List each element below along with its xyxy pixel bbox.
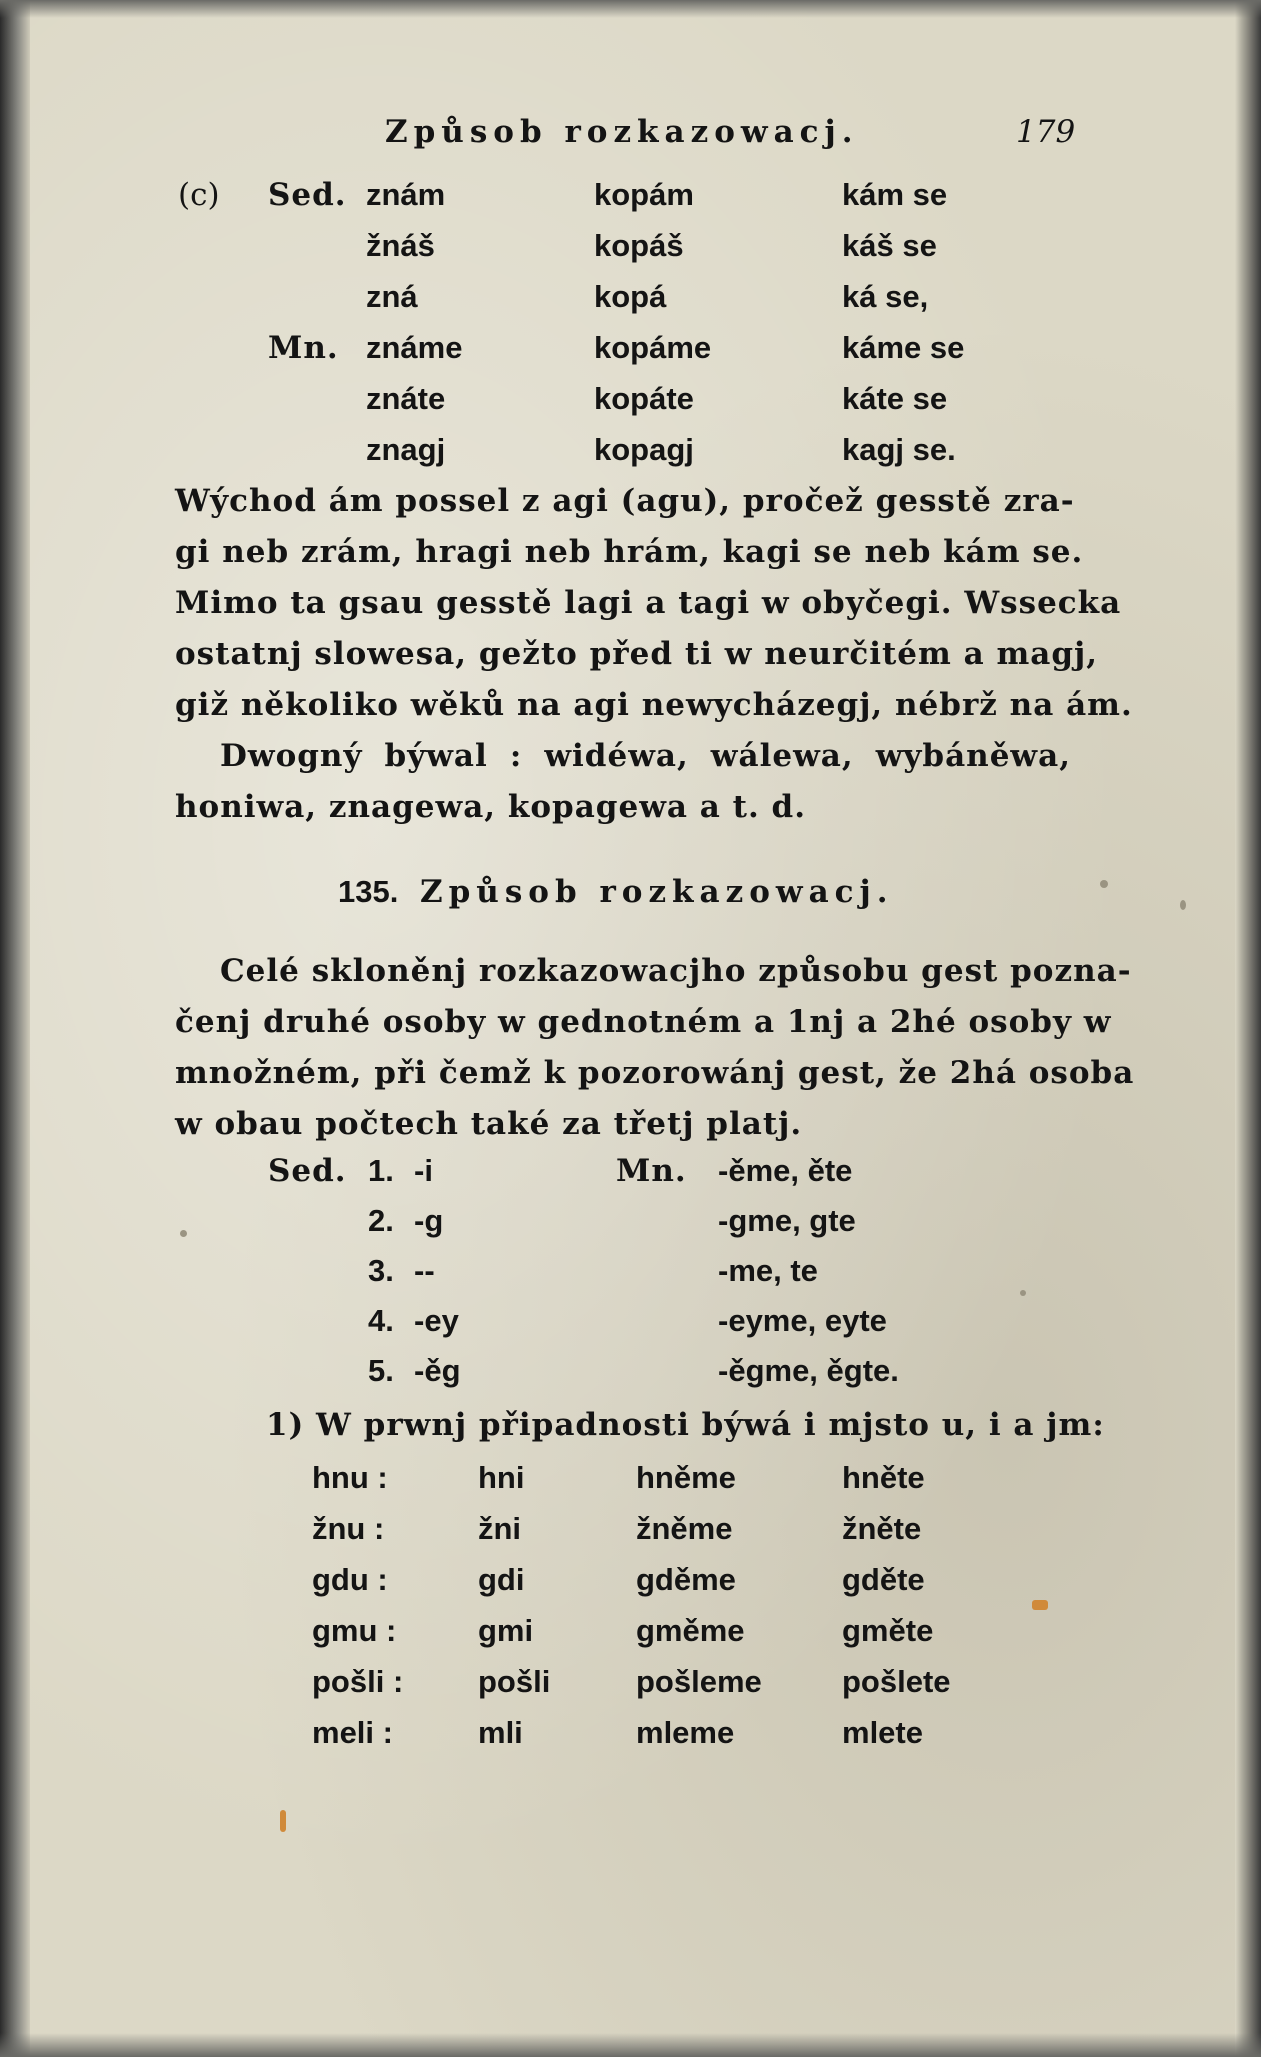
table-cell: káš se <box>842 228 937 263</box>
example-cell: meli : <box>312 1715 393 1750</box>
page-top-edge-shadow <box>0 0 1261 18</box>
running-title: Způsob rozkazowacj. <box>385 114 859 150</box>
paragraph-line: čenj druhé osoby w gednotném a 1nj a 2hé osoby w <box>175 1004 1112 1040</box>
ending-number: 3. <box>368 1253 394 1288</box>
plural-label: Mn. <box>268 330 339 366</box>
table-cell: žnáš <box>366 228 435 263</box>
paragraph-line: množném, při čemž k pozorowánj gest, že 2há osoba <box>175 1055 1135 1091</box>
ending-plural: -me, te <box>718 1253 818 1288</box>
example-cell: mlete <box>842 1715 923 1750</box>
print-speck <box>1020 1290 1026 1296</box>
example-cell: gděte <box>842 1562 925 1597</box>
example-cell: gděme <box>636 1562 736 1597</box>
table-cell: znagj <box>366 432 446 467</box>
ink-stain <box>1032 1600 1048 1610</box>
ending-number: 1. <box>368 1153 394 1188</box>
endings-singular-label: Sed. <box>268 1153 347 1189</box>
table-cell: známe <box>366 330 463 365</box>
paragraph-line: giž několiko wěků na agi newycházegj, nébrž na ám. <box>175 687 1133 723</box>
paragraph-line: Wýchod ám possel z agi (agu), pročež gesstě zra- <box>175 483 1075 519</box>
section-title: Způsob rozkazowacj. <box>420 874 894 910</box>
ending-singular: -i <box>414 1153 433 1188</box>
example-cell: gmu : <box>312 1613 397 1648</box>
paragraph-line: ostatnj slowesa, gežto před ti w neurčitém a magj, <box>175 636 1099 672</box>
table-marker: (c) <box>178 177 220 213</box>
example-cell: žněte <box>842 1511 922 1546</box>
table-cell: ká se, <box>842 279 929 314</box>
example-cell: hni <box>478 1460 525 1495</box>
page-bottom-edge-shadow <box>0 2033 1261 2057</box>
table-cell: zná <box>366 279 418 314</box>
example-cell: mleme <box>636 1715 735 1750</box>
paragraph-line: Dwogný býwal : widéwa, wálewa, wybáněwa, <box>220 738 1071 774</box>
ending-number: 4. <box>368 1303 394 1338</box>
ending-number: 5. <box>368 1353 394 1388</box>
example-cell: gmi <box>478 1613 534 1648</box>
paragraph-line: honiwa, znagewa, kopagewa a t. d. <box>175 789 807 825</box>
example-cell: pošli <box>478 1664 551 1699</box>
example-cell: pošlete <box>842 1664 951 1699</box>
table-cell: znám <box>366 177 446 212</box>
example-cell: žnu : <box>312 1511 385 1546</box>
ending-plural: -ěme, ěte <box>718 1153 853 1188</box>
singular-label: Sed. <box>268 177 347 213</box>
ending-plural: -gme, gte <box>718 1203 856 1238</box>
ending-singular: -ěg <box>414 1353 461 1388</box>
table-cell: kopáte <box>594 381 694 416</box>
example-cell: žni <box>478 1511 522 1546</box>
example-cell: pošli : <box>312 1664 404 1699</box>
note-line: 1) W prwnj připadnosti býwá i mjsto u, i a jm: <box>266 1407 1105 1443</box>
ink-stain <box>280 1810 286 1832</box>
example-cell: hněte <box>842 1460 925 1495</box>
example-cell: gdi <box>478 1562 525 1597</box>
table-cell: kám se <box>842 177 948 212</box>
example-cell: hněme <box>636 1460 736 1495</box>
table-cell: kopám <box>594 177 694 212</box>
section-number: 135. <box>338 874 399 909</box>
print-speck <box>1180 900 1186 910</box>
example-cell: mli <box>478 1715 523 1750</box>
ending-plural: -ěgme, ěgte. <box>718 1353 899 1388</box>
ending-singular: -g <box>414 1203 444 1238</box>
example-cell: hnu : <box>312 1460 388 1495</box>
table-cell: kopáme <box>594 330 712 365</box>
table-cell: káte se <box>842 381 948 416</box>
paragraph-line: Celé skloněnj rozkazowacjho způsobu gest pozna- <box>220 953 1132 989</box>
table-cell: kopá <box>594 279 667 314</box>
endings-plural-label: Mn. <box>616 1153 687 1189</box>
ending-singular: -ey <box>414 1303 459 1338</box>
table-cell: kopagj <box>594 432 694 467</box>
paragraph-line: Mimo ta gsau gesstě lagi a tagi w obyčegi. Wssecka <box>175 585 1122 621</box>
page-right-edge-shadow <box>1235 0 1261 2057</box>
table-cell: znáte <box>366 381 446 416</box>
table-cell: kopáš <box>594 228 684 263</box>
example-cell: žněme <box>636 1511 733 1546</box>
ending-number: 2. <box>368 1203 394 1238</box>
page-left-edge-shadow <box>0 0 30 2057</box>
ending-singular: -- <box>414 1253 435 1288</box>
example-cell: pošleme <box>636 1664 762 1699</box>
example-cell: gměme <box>636 1613 745 1648</box>
example-cell: gměte <box>842 1613 934 1648</box>
example-cell: gdu : <box>312 1562 388 1597</box>
table-cell: kagj se. <box>842 432 956 467</box>
print-speck <box>1100 880 1108 888</box>
paragraph-line: gi neb zrám, hragi neb hrám, kagi se neb kám se. <box>175 534 1084 570</box>
print-speck <box>180 1230 187 1237</box>
page-number: 179 <box>1016 114 1076 150</box>
paragraph-line: w obau počtech také za třetj platj. <box>175 1106 803 1142</box>
ending-plural: -eyme, eyte <box>718 1303 887 1338</box>
table-cell: káme se <box>842 330 965 365</box>
